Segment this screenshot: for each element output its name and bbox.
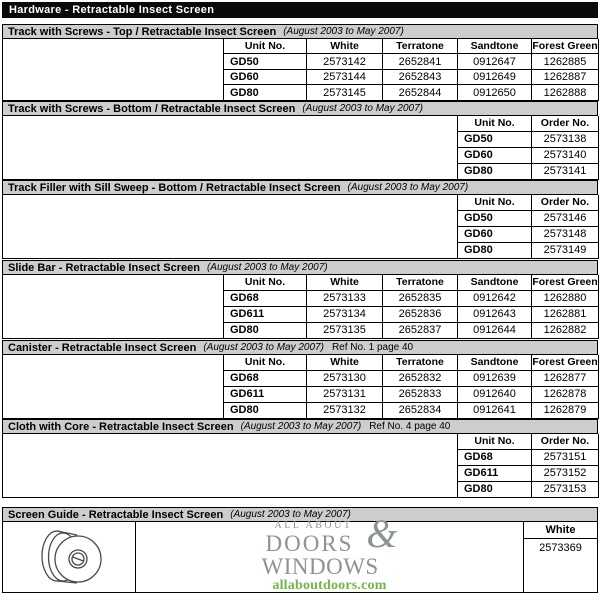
order-no-cell: 2573151 [532, 449, 599, 465]
order-no-cell: 2573138 [532, 131, 599, 147]
section-date-range: (August 2003 to May 2007) [240, 421, 362, 432]
page-title: Hardware - Retractable Insect Screen [2, 2, 598, 18]
col-header-order: Order No. [532, 116, 599, 131]
product-image-placeholder [3, 116, 458, 180]
order-no-cell: 2573369 [539, 542, 582, 554]
section-canister [2, 340, 598, 419]
part-number-cell: 2573145 [307, 85, 383, 101]
unit-no-cell: GD60 [224, 69, 307, 85]
part-number-cell: 2573133 [307, 290, 383, 306]
part-number-cell: 0912644 [458, 322, 532, 338]
unit-no-cell: GD68 [224, 290, 307, 306]
watermark-url: allaboutdoors.com [272, 578, 387, 593]
part-number-cell: 0912639 [458, 370, 532, 386]
col-header-white: White [307, 39, 383, 54]
section-date-range: (August 2003 to May 2007) [302, 103, 423, 114]
col-header-white: White [307, 355, 383, 370]
product-image-placeholder [3, 434, 458, 498]
order-no-cell: 2573148 [532, 226, 599, 242]
part-number-cell: 1262885 [532, 54, 599, 70]
col-header-unit: Unit No. [224, 39, 307, 54]
parts-table [2, 195, 599, 259]
col-header-white: White [524, 522, 597, 539]
part-number-cell: 2573131 [307, 386, 383, 402]
section-date-range: (August 2003 to May 2007) [230, 509, 351, 520]
unit-no-cell: GD80 [224, 85, 307, 101]
unit-no-cell: GD50 [224, 54, 307, 70]
table-header-row [3, 355, 599, 370]
table-header-row [3, 195, 599, 210]
part-number-cell: 2652835 [383, 290, 458, 306]
unit-no-cell: GD80 [224, 322, 307, 338]
parts-table [2, 275, 599, 339]
col-header-unit: Unit No. [224, 275, 307, 290]
section-header [2, 180, 598, 195]
col-header-terratone: Terratone [383, 39, 458, 54]
parts-table [2, 39, 599, 101]
order-no-cell: 2573153 [532, 481, 599, 497]
product-image-placeholder [3, 195, 458, 259]
section-title: Track with Screws - Top / Retractable Insect Screen [8, 25, 277, 38]
section-date-range: (August 2003 to May 2007) [283, 26, 404, 37]
col-header-sandtone: Sandtone [458, 39, 532, 54]
part-number-cell: 2652836 [383, 306, 458, 322]
section-header [2, 24, 598, 39]
section-screen-guide [2, 507, 598, 593]
product-image-placeholder [3, 39, 224, 101]
part-number-cell: 1262877 [532, 370, 599, 386]
part-number-cell: 0912643 [458, 306, 532, 322]
part-number-cell: 2573132 [307, 402, 383, 418]
part-number-cell: 2652833 [383, 386, 458, 402]
unit-no-cell: GD611 [224, 306, 307, 322]
unit-no-cell: GD50 [458, 210, 532, 226]
section-header [2, 340, 598, 355]
section-date-range: (August 2003 to May 2007) [347, 182, 469, 193]
section-title: Track Filler with Sill Sweep - Bottom / Retractable Insect Screen [8, 181, 341, 194]
section-track-screws-bottom [2, 101, 598, 180]
section-date-range: (August 2003 to May 2007) [206, 262, 328, 273]
watermark-line-doors: DOORS [265, 531, 354, 556]
section-track-screws-top [2, 24, 598, 101]
unit-no-cell: GD68 [224, 370, 307, 386]
col-header-terratone: Terratone [383, 275, 458, 290]
unit-no-cell: GD50 [458, 131, 532, 147]
section-title: Cloth with Core - Retractable Insect Screen [8, 420, 234, 433]
section-slide-bar [2, 260, 598, 339]
section-ref-note: Ref No. 4 page 40 [369, 421, 451, 432]
order-no-cell: 2573152 [532, 465, 599, 481]
col-header-unit: Unit No. [458, 116, 532, 131]
part-number-cell: 2652841 [383, 54, 458, 70]
part-number-cell: 0912650 [458, 85, 532, 101]
col-header-forest-green: Forest Green [532, 40, 598, 53]
product-image-placeholder [3, 355, 224, 419]
part-number-cell: 2652837 [383, 322, 458, 338]
part-number-cell: 0912642 [458, 290, 532, 306]
col-header-forest-green: Forest Green [532, 276, 598, 289]
screen-guide-roller-drawing [9, 524, 129, 590]
part-number-cell: 1262879 [532, 402, 599, 418]
part-number-cell: 0912647 [458, 54, 532, 70]
col-header-sandtone: Sandtone [458, 355, 532, 370]
part-number-cell: 1262887 [532, 69, 599, 85]
part-number-cell: 2573142 [307, 54, 383, 70]
part-number-cell: 2573144 [307, 69, 383, 85]
product-image-cell [3, 522, 136, 592]
section-header [2, 260, 598, 275]
unit-no-cell: GD80 [458, 481, 532, 497]
parts-table [2, 434, 599, 498]
product-image-placeholder [3, 275, 224, 339]
unit-no-cell: GD80 [458, 163, 532, 179]
watermark-line-windows: WINDOWS [261, 554, 379, 579]
part-number-cell: 2652844 [383, 85, 458, 101]
col-header-unit: Unit No. [458, 195, 532, 210]
part-number-cell: 1262878 [532, 386, 599, 402]
section-header [2, 419, 598, 434]
unit-no-cell: GD60 [458, 226, 532, 242]
col-header-sandtone: Sandtone [458, 275, 532, 290]
section-title: Slide Bar - Retractable Insect Screen [8, 261, 200, 274]
parts-table [2, 355, 599, 419]
table-header-row [3, 39, 599, 54]
parts-table [2, 116, 599, 180]
table-header-row [3, 434, 599, 449]
part-number-cell: 1262880 [532, 290, 599, 306]
part-number-cell: 1262888 [532, 85, 599, 101]
section-title: Canister - Retractable Insect Screen [8, 341, 197, 354]
order-no-cell: 2573141 [532, 163, 599, 179]
table-header-row [3, 116, 599, 131]
unit-no-cell: GD60 [458, 147, 532, 163]
col-header-forest-green: Forest Green [532, 356, 598, 369]
part-number-cell: 1262882 [532, 322, 599, 338]
part-number-cell: 0912649 [458, 69, 532, 85]
watermark-line-all-about: ALL ABOUT [274, 520, 353, 531]
section-title: Track with Screws - Bottom / Retractable Insect Screen [8, 102, 296, 115]
col-header-white: White [307, 275, 383, 290]
order-no-cell: 2573140 [532, 147, 599, 163]
part-number-cell: 1262881 [532, 306, 599, 322]
unit-no-cell: GD68 [458, 449, 532, 465]
unit-no-cell: GD80 [458, 242, 532, 258]
unit-no-cell: GD611 [224, 386, 307, 402]
screen-guide-order-column [523, 522, 597, 592]
ampersand-glyph: & [366, 511, 398, 556]
part-number-cell: 2573130 [307, 370, 383, 386]
part-number-cell: 2652832 [383, 370, 458, 386]
table-header-row [3, 275, 599, 290]
col-header-unit: Unit No. [224, 355, 307, 370]
col-header-terratone: Terratone [383, 355, 458, 370]
part-number-cell: 0912641 [458, 402, 532, 418]
col-header-order: Order No. [532, 434, 599, 449]
section-ref-note: Ref No. 1 page 40 [331, 342, 414, 353]
section-header [2, 101, 598, 116]
section-date-range: (August 2003 to May 2007) [203, 342, 324, 353]
col-header-unit: Unit No. [458, 434, 532, 449]
section-track-filler-sill-sweep [2, 180, 598, 259]
order-no-cell: 2573146 [532, 210, 599, 226]
col-header-order: Order No. [532, 195, 599, 210]
unit-no-cell: GD80 [224, 402, 307, 418]
part-number-cell: 2573134 [307, 306, 383, 322]
section-cloth-with-core [2, 419, 598, 498]
part-number-cell: 2652834 [383, 402, 458, 418]
part-number-cell: 2573135 [307, 322, 383, 338]
part-number-cell: 0912640 [458, 386, 532, 402]
section-title: Screen Guide - Retractable Insect Screen [8, 508, 224, 521]
unit-no-cell: GD611 [458, 465, 532, 481]
order-no-cell: 2573149 [532, 242, 599, 258]
part-number-cell: 2652843 [383, 69, 458, 85]
